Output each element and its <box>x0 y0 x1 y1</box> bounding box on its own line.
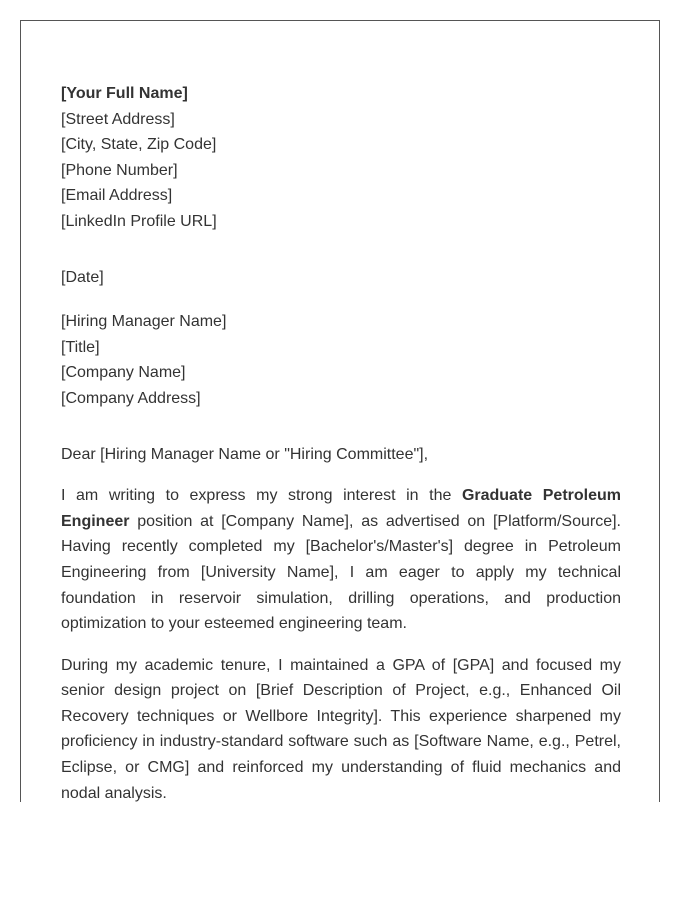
salutation: Dear [Hiring Manager Name or "Hiring Committee"], <box>61 445 429 463</box>
sender-name: [Your Full Name] <box>61 85 188 102</box>
letter-date: [Date] <box>61 268 104 286</box>
recipient-company: [Company Name] <box>61 364 186 382</box>
body-paragraph-1 <box>61 483 621 637</box>
date-block <box>61 265 621 291</box>
paragraph-1-rest: position at [Company Name], as advertised on [Platform/Source]. Having recently completed my [Bachelor's/Master's] degree in Petroleum Engineering from [University Name], I am eager to apply my technical foundation in reservoir simulation, drilling operations, and production optimization to your esteemed engineering team. <box>61 512 621 633</box>
letter-content <box>61 81 621 802</box>
sender-block <box>61 81 621 235</box>
sender-linkedin: [LinkedIn Profile URL] <box>61 212 217 230</box>
position-title: Graduate Petroleum Engineer <box>61 487 621 530</box>
sender-street: [Street Address] <box>61 110 175 128</box>
body-paragraph-2: During my academic tenure, I maintained a GPA of [GPA] and focused my senior design project on [Brief Description of Project, e.g., Enhanced Oil Recovery techniques or Wellbore Integrity]. This experience sharpened my proficiency in industry-standard software such as [Software Name, e.g., Petrel, Eclipse, or CMG] and reinforced my understanding of fluid mechanics and nodal analysis. <box>61 656 621 802</box>
sender-phone: [Phone Number] <box>61 161 178 179</box>
salutation-block <box>61 442 621 468</box>
sender-city: [City, State, Zip Code] <box>61 136 217 154</box>
sender-email: [Email Address] <box>61 187 173 205</box>
recipient-address: [Company Address] <box>61 389 201 407</box>
recipient-block <box>61 309 621 411</box>
recipient-title: [Title] <box>61 338 100 356</box>
paragraph-1-intro: I am writing to express my strong interest in the <box>61 487 462 505</box>
recipient-name: [Hiring Manager Name] <box>61 313 227 331</box>
letter-page <box>20 20 660 802</box>
